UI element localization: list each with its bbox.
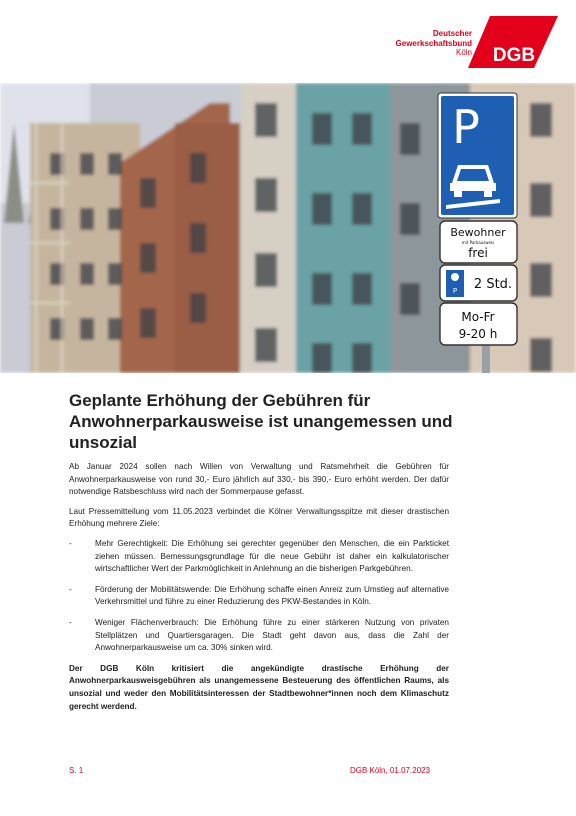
paragraph-intro: Ab Januar 2024 sollen nach Willen von Verwaltung und Ratsmehrheit die Gebühren für Anwohnerparkausweise von rund 30,- Euro jährlich auf 330,- bis 390,- Euro erhöht werden. Der dafür notwendige Ratsbeschluss wird nach der Sommerpause gefasst. <box>69 462 449 497</box>
sign-resident-line2: frei <box>468 246 488 260</box>
sign-time-limit: 2 Std. <box>473 277 513 292</box>
list-dash: - <box>69 538 72 548</box>
list-dash: - <box>69 617 72 627</box>
sign-resident-line1: Bewohner <box>450 226 506 239</box>
street-photo-illustration <box>0 83 576 373</box>
sign-days: Mo-Fr <box>461 310 495 324</box>
sign-hours: 9-20 h <box>458 327 498 341</box>
parking-disc-icon <box>451 273 459 281</box>
footer-source-date: DGB Köln, 01.07.2023 <box>349 766 430 775</box>
list-item <box>69 538 449 576</box>
list-item <box>69 617 449 655</box>
list-dash: - <box>69 584 72 594</box>
page-number: S. 1 <box>69 766 84 775</box>
paragraph-press-release: Laut Pressemitteilung vom 11.05.2023 verbindet die Kölner Verwaltungsspitze mit dieser drastischen Erhöhung mehrere Ziele: <box>69 506 449 529</box>
logo-city: Köln <box>455 48 472 57</box>
dgb-logo-text <box>396 29 472 58</box>
list-item-text: Mehr Gerechtigkeit: Die Erhöhung sei gerechter gegenüber den Menschen, die ein Parkticket ziehen müssen. Bemessungsgrundlage für die neue Gebühr ist daher ein kalkulatorischer wirtschaftlicher Wert der Parkmöglichkeit in Anlehnung an die bisherigen Parkgebühren. <box>95 538 449 574</box>
logo-line-1: Deutscher <box>432 29 472 38</box>
closing-statement: Der DGB Köln kritisiert die angekündigte drastische Erhöhung der Anwohnerparkausweisgebühren als unangemessene Besteuerung des öffentlichen Raums, als unsozial und weder den Mobilitätsinteressen der Stadtbewohner*innen noch dem Klimaschutz gerecht werdend. <box>69 663 449 711</box>
logo-line-2: Gewerkschaftsbund <box>395 38 472 48</box>
list-item-text: Förderung der Mobilitätswende: Die Erhöhung schaffe einen Anreiz zum Umstieg auf alternative Verkehrsmittel und führe zu einer Reduzierung des PKW-Bestandes in Köln. <box>95 584 449 607</box>
dgb-logo-mark <box>468 16 558 68</box>
article-body <box>69 461 449 720</box>
goals-list <box>69 538 449 655</box>
header-photo <box>0 83 576 373</box>
logo-mark-text: DGB <box>492 45 536 66</box>
page-title: Geplante Erhöhung der Gebühren für Anwohnerparkausweise ist unangemessen und unsozial <box>69 391 453 452</box>
sign-parking-symbol: P <box>452 100 480 154</box>
list-item <box>69 584 449 609</box>
list-item-text: Weniger Flächenverbrauch: Die Erhöhung führe zu einer stärkeren Nutzung von privaten Stellplätzen und Quartiersgaragen. Die Stadt geht davon aus, dass die Zahl der Anwohnerparkausweise um ca. 30% sinken wird. <box>95 617 449 653</box>
sign-resident-small: mit Parkausweis <box>461 240 495 245</box>
parking-disc-p: P <box>452 287 458 295</box>
